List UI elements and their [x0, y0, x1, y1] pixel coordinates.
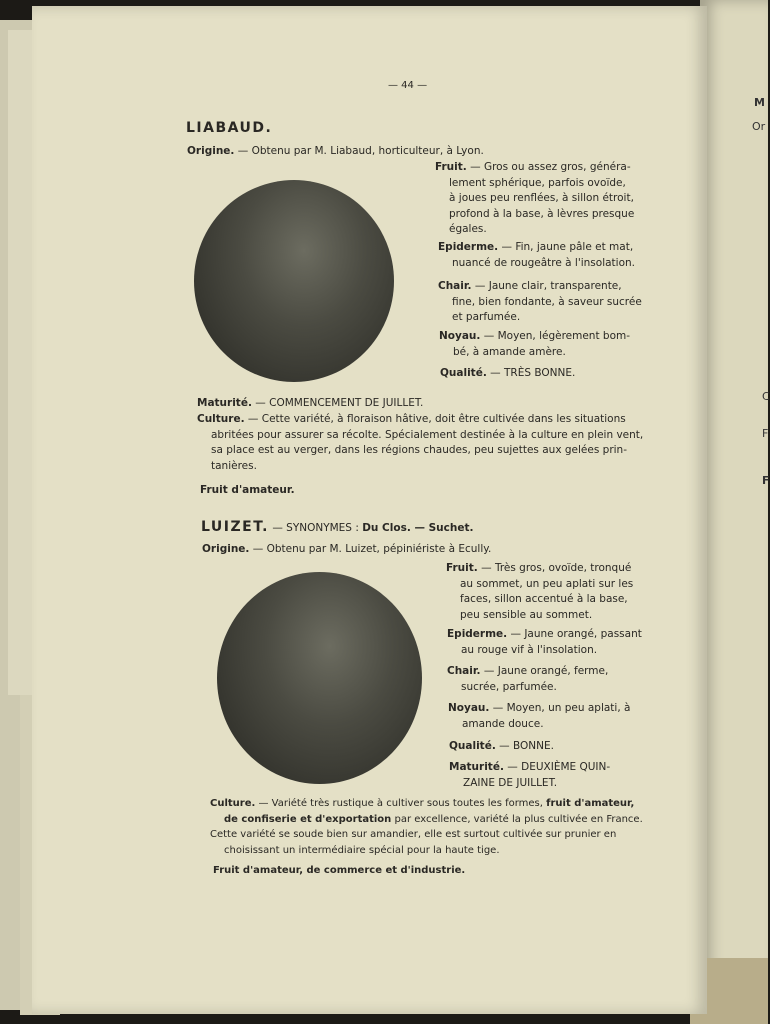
text-line: par excellence, variété la plus cultivée en France.	[394, 813, 643, 825]
text-line: — Moyen, un peu aplati, à	[492, 702, 631, 714]
text-line: — Obtenu par M. Liabaud, horticulteur, à Lyon.	[237, 145, 484, 157]
text-line: — Obtenu par M. Luizet, pépiniériste à Ecully.	[252, 543, 492, 555]
text-line: Maturité.	[197, 397, 252, 409]
page-number: — 44 —	[388, 80, 428, 91]
chair-description	[438, 279, 642, 326]
text-line: Chair.	[447, 665, 481, 677]
text-line: Qualité.	[449, 740, 496, 752]
text-line: — Jaune clair, transparente,	[474, 280, 622, 292]
right-page-fragment: F	[762, 474, 770, 487]
text-line: — Jaune orangé, ferme,	[483, 665, 609, 677]
variety-title: LUIZET.	[201, 519, 269, 535]
qualite	[449, 739, 554, 755]
right-page-fragment: Or	[752, 120, 766, 133]
origine	[187, 144, 484, 160]
usage: Fruit d'amateur.	[200, 484, 295, 496]
text-line: lement sphérique, parfois ovoïde,	[449, 176, 626, 189]
text-line: Origine.	[187, 145, 235, 157]
text-line: — Moyen, légèrement bom-	[483, 330, 631, 342]
text-line: nuancé de rougeâtre à l'insolation.	[452, 256, 636, 269]
text-line: et parfumée.	[452, 311, 521, 323]
text-line: — DEUXIÈME QUIN-	[507, 761, 611, 773]
right-page-fragment: F	[762, 427, 769, 440]
text-line: amande douce.	[462, 717, 544, 730]
epiderme-description	[447, 627, 642, 658]
text-line: sucrée, parfumée.	[461, 680, 557, 693]
maturite	[449, 760, 610, 791]
text-line: Qualité.	[440, 367, 487, 379]
text-line: — SYNONYMES :	[272, 522, 359, 534]
text-line: à joues peu renflées, à sillon étroit,	[449, 192, 634, 204]
text-line: — Très gros, ovoïde, tronqué	[481, 562, 632, 574]
text-line: sa place est au verger, dans les régions chaudes, peu sujettes aux gelées prin-	[211, 444, 627, 456]
text-line: Epiderme.	[447, 628, 508, 640]
text-line: Du Clos. — Suchet.	[362, 522, 474, 534]
text-line: Epiderme.	[438, 241, 499, 253]
variety-header	[201, 520, 473, 537]
maturite	[197, 396, 423, 412]
text-line: Fruit.	[435, 161, 467, 173]
text-line: Fruit.	[446, 562, 478, 574]
epiderme-description	[438, 240, 635, 271]
noyau-description	[448, 701, 630, 732]
text-line: — Jaune orangé, passant	[510, 628, 642, 640]
text-line: Chair.	[438, 280, 472, 292]
text-line: faces, sillon accentué à la base,	[460, 593, 628, 605]
text-line: fruit d'amateur,	[546, 798, 635, 809]
text-line: — Fin, jaune pâle et mat,	[501, 241, 634, 253]
culture-paragraph	[197, 412, 643, 474]
text-line: — BONNE.	[499, 740, 554, 752]
variety-title: LIABAUD.	[186, 120, 273, 136]
text-line: Noyau.	[439, 330, 481, 342]
text-line: au sommet, un peu aplati sur les	[460, 577, 634, 590]
text-line: tanières.	[211, 459, 257, 472]
right-page-fragment: M	[754, 96, 765, 109]
right-page	[700, 0, 768, 1024]
text-line: de confiserie et d'exportation	[224, 813, 392, 825]
text-line: égales.	[449, 223, 487, 235]
text-line: — TRÈS BONNE.	[490, 367, 576, 379]
text-line: Culture.	[210, 798, 256, 809]
usage: Fruit d'amateur, de commerce et d'industrie.	[213, 865, 466, 876]
text-line: Cette variété se soude bien sur amandier, elle est surtout cultivée sur prunier en	[210, 829, 617, 840]
chair-description	[447, 664, 608, 695]
text-line: — COMMENCEMENT DE JUILLET.	[255, 397, 424, 409]
text-line: Origine.	[202, 543, 250, 555]
text-line: peu sensible au sommet.	[460, 608, 593, 621]
text-line: fine, bien fondante, à saveur sucrée	[452, 295, 642, 308]
text-line: Noyau.	[448, 702, 490, 714]
text-line: choisissant un intermédiaire spécial pour la haute tige.	[224, 844, 500, 856]
text-line: bé, à amande amère.	[453, 345, 566, 358]
right-page-fragment: C	[762, 390, 770, 403]
fruit-description	[446, 561, 633, 623]
fruit-photo-luizet	[217, 572, 422, 784]
text-line: — Gros ou assez gros, généra-	[470, 161, 631, 173]
text-line: Culture.	[197, 413, 245, 425]
culture-paragraph	[210, 796, 643, 858]
text-line: — Cette variété, à floraison hâtive, doit être cultivée dans les situations	[247, 413, 626, 425]
origine	[202, 542, 491, 558]
text-line: profond à la base, à lèvres presque	[449, 207, 635, 220]
fruit-description	[435, 160, 634, 238]
text-line: — Variété très rustique à cultiver sous toutes les formes,	[258, 798, 543, 809]
text-line: au rouge vif à l'insolation.	[461, 643, 598, 656]
text-line: ZAINE DE JUILLET.	[463, 776, 558, 789]
text-line: Maturité.	[449, 761, 504, 773]
noyau-description	[439, 329, 630, 360]
text-line: abritées pour assurer sa récolte. Spécialement destinée à la culture en plein vent,	[211, 428, 644, 441]
fruit-photo-liabaud	[194, 180, 394, 382]
qualite	[440, 366, 575, 382]
